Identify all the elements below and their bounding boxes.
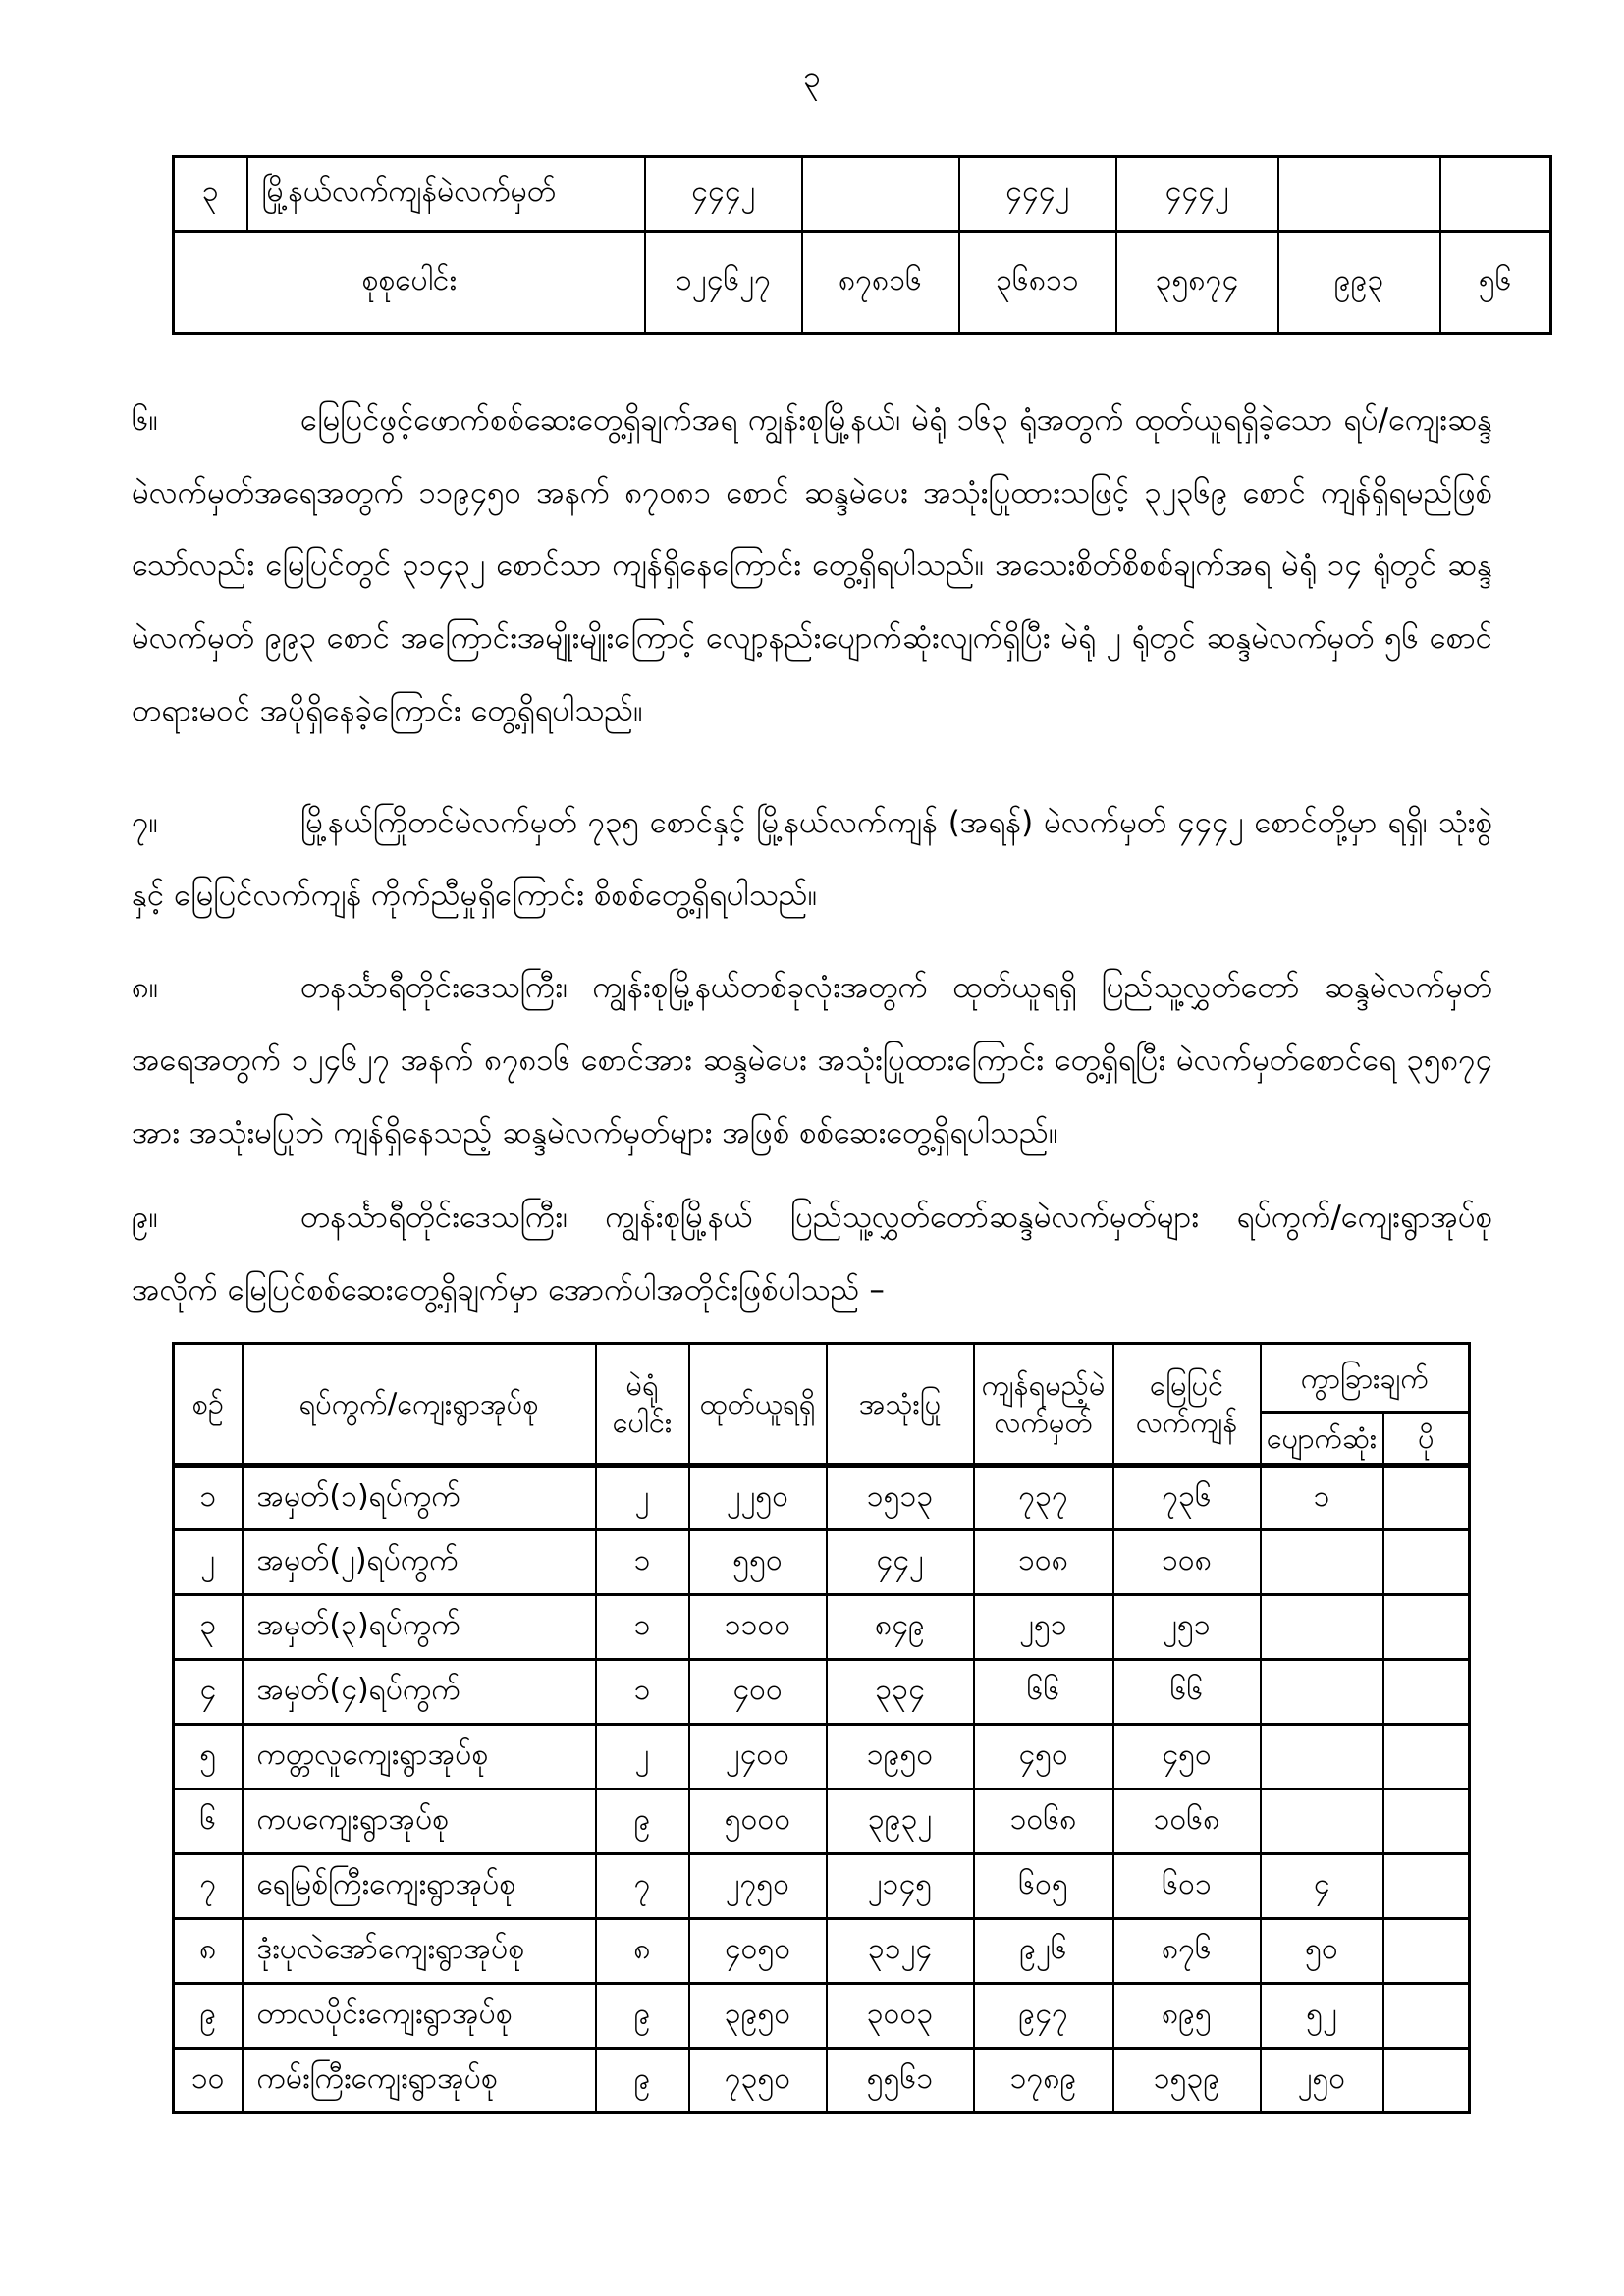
value-cell: [1383, 1725, 1470, 1789]
paragraph-7: [132, 786, 1492, 932]
header-extra: ပို: [1383, 1413, 1470, 1466]
row-description-cell: မြို့နယ်လက်ကျန်မဲလက်မှတ်: [247, 157, 645, 232]
value-cell: [1383, 1789, 1470, 1854]
row-number-cell: ၃: [174, 157, 247, 232]
value-cell: ၈: [596, 1919, 689, 1984]
table-row: [174, 1595, 1470, 1660]
ward-name-cell: ရေမြစ်ကြီးကျေးရွာအုပ်စု: [243, 1854, 596, 1919]
row-number-cell: ၂: [174, 1530, 243, 1595]
ward-table-header: [174, 1344, 1470, 1466]
value-cell: ၈၄၉: [827, 1595, 974, 1660]
value-cell: ၂၁၄၅: [827, 1854, 974, 1919]
value-cell: ၂၂၅၀: [689, 1466, 827, 1530]
value-cell: ၄၅၀: [1113, 1725, 1261, 1789]
value-cell: ၂၅၁: [1113, 1595, 1261, 1660]
ward-name-cell: ကမ်းကြီးကျေးရွာအုပ်စု: [243, 2049, 596, 2113]
value-cell: [1383, 1595, 1470, 1660]
total-used-cell: ၈၇၈၁၆: [802, 232, 959, 334]
value-cell: ၅၅၀: [689, 1530, 827, 1595]
total-extra-cell: ၅၆: [1440, 232, 1551, 334]
table-row: [174, 157, 1551, 232]
value-cell: ၉၄၇: [974, 1984, 1113, 2049]
row-number-cell: ၁: [174, 1466, 243, 1530]
value-cell: ၁: [1261, 1466, 1383, 1530]
total-ground-remain-cell: ၃၅၈၇၄: [1116, 232, 1278, 334]
value-cell: ၁၀၆၈: [974, 1789, 1113, 1854]
paragraph-8-text: တနင်္သာရီတိုင်းဒေသကြီး၊ ကျွန်းစုမြို့နယ်တစ်ခုလုံးအတွက် ထုတ်ယူရရှိ ပြည်သူ့လွှတ်တော် ဆန္ဒမဲလက်မှတ်အရေအတွက် ၁၂၄၆၂၇ အနက် ၈၇၈၁၆ စောင်အား ဆန္ဒမဲပေး အသုံးပြုထားကြောင်း တွေ့ရှိရပြီး မဲလက်မှတ်စောင်ရေ ၃၅၈၇၄ အား အသုံးမပြုဘဲ ကျန်ရှိနေသည့် ဆန္ဒမဲလက်မှတ်များ အဖြစ် စစ်ဆေးတွေ့ရှိရပါသည်။: [132, 970, 1492, 1150]
received-cell: ၄၄၄၂: [645, 157, 802, 232]
carryover-table: [172, 155, 1552, 335]
value-cell: ၁၁၀၀: [689, 1595, 827, 1660]
ward-table: [172, 1342, 1471, 2114]
header-stations: မဲရုံပေါင်း: [596, 1344, 689, 1466]
value-cell: ၁၇၈၉: [974, 2049, 1113, 2113]
value-cell: [1261, 1530, 1383, 1595]
value-cell: ၂: [596, 1725, 689, 1789]
value-cell: ၂၄၀၀: [689, 1725, 827, 1789]
value-cell: ၁၅၁၃: [827, 1466, 974, 1530]
table-row: [174, 1660, 1470, 1725]
carryover-table-wrap: [172, 155, 1624, 335]
table-row: [174, 1984, 1470, 2049]
value-cell: [1383, 1660, 1470, 1725]
value-cell: ၁: [596, 1660, 689, 1725]
value-cell: ၅၂: [1261, 1984, 1383, 2049]
value-cell: ၁၀၈: [974, 1530, 1113, 1595]
paragraph-section: [132, 384, 1492, 1326]
value-cell: ၁၉၅၀: [827, 1725, 974, 1789]
header-should-remain: ကျန်ရမည့်မဲလက်မှတ်: [974, 1344, 1113, 1466]
value-cell: ၇၃၅၀: [689, 2049, 827, 2113]
paragraph-6-number: ၆။: [132, 402, 158, 438]
total-missing-cell: ၉၉၃: [1278, 232, 1440, 334]
value-cell: ၇၃၇: [974, 1466, 1113, 1530]
header-used: အသုံးပြု: [827, 1344, 974, 1466]
value-cell: ၆၆: [974, 1660, 1113, 1725]
value-cell: ၆၀၅: [974, 1854, 1113, 1919]
value-cell: [1383, 1466, 1470, 1530]
row-number-cell: ၅: [174, 1725, 243, 1789]
paragraph-7-text: မြို့နယ်ကြိုတင်မဲလက်မှတ် ၇၃၅ စောင်နှင့် မြို့နယ်လက်ကျန် (အရန်) မဲလက်မှတ် ၄၄၄၂ စောင်တို့မှာ ရရှိ၊ သုံးစွဲနှင့် မြေပြင်လက်ကျန် ကိုက်ညီမှုရှိကြောင်း စိစစ်တွေ့ရှိရပါသည်။: [132, 805, 1492, 913]
extra-cell: [1440, 157, 1551, 232]
table-row: [174, 1854, 1470, 1919]
table-row: [174, 1919, 1470, 1984]
value-cell: ၆၀၁: [1113, 1854, 1261, 1919]
row-number-cell: ၉: [174, 1984, 243, 2049]
ward-table-body: [174, 1466, 1470, 2113]
ward-name-cell: ကတ္တလူကျေးရွာအုပ်စု: [243, 1725, 596, 1789]
paragraph-9-text: တနင်္သာရီတိုင်းဒေသကြီး၊ ကျွန်းစုမြို့နယ် ပြည်သူ့လွှတ်တော်ဆန္ဒမဲလက်မှတ်များ ရပ်ကွက်/ကျေးရွာအုပ်စုအလိုက် မြေပြင်စစ်ဆေးတွေ့ရှိချက်မှာ အောက်ပါအတိုင်းဖြစ်ပါသည် –: [132, 1200, 1492, 1308]
ground-remain-cell: ၄၄၄၂: [1116, 157, 1278, 232]
value-cell: ၅၅၆၁: [827, 2049, 974, 2113]
value-cell: ၁: [596, 1530, 689, 1595]
value-cell: ၂၅၀: [1261, 2049, 1383, 2113]
value-cell: [1261, 1660, 1383, 1725]
table-row: [174, 1530, 1470, 1595]
table-row: [174, 2049, 1470, 2113]
row-number-cell: ၆: [174, 1789, 243, 1854]
paragraph-8: [132, 951, 1492, 1169]
table-row: [174, 1789, 1470, 1854]
total-row: [174, 232, 1551, 334]
value-cell: [1261, 1595, 1383, 1660]
value-cell: ၃၉၅၀: [689, 1984, 827, 2049]
ward-table-wrap: [172, 1342, 1624, 2114]
paragraph-9-number: ၉။: [132, 1200, 158, 1235]
value-cell: ၄၅၀: [974, 1725, 1113, 1789]
value-cell: ၂: [596, 1466, 689, 1530]
paragraph-7-number: ၇။: [132, 805, 158, 840]
value-cell: ၅၀: [1261, 1919, 1383, 1984]
ward-name-cell: အမှတ်(၄)ရပ်ကွက်: [243, 1660, 596, 1725]
paragraph-6: [132, 384, 1492, 747]
paragraph-9: [132, 1181, 1492, 1326]
value-cell: ၇: [596, 1854, 689, 1919]
header-missing: ပျောက်ဆုံး: [1261, 1413, 1383, 1466]
ward-name-cell: အမှတ်(၂)ရပ်ကွက်: [243, 1530, 596, 1595]
value-cell: ၁၀၈: [1113, 1530, 1261, 1595]
value-cell: [1261, 1789, 1383, 1854]
row-number-cell: ၁၀: [174, 2049, 243, 2113]
table-row: [174, 1725, 1470, 1789]
paragraph-8-number: ၈။: [132, 970, 159, 1005]
row-number-cell: ၈: [174, 1919, 243, 1984]
header-ward-name: ရပ်ကွက်/ကျေးရွာအုပ်စု: [243, 1344, 596, 1466]
value-cell: ၃၉၃၂: [827, 1789, 974, 1854]
missing-cell: [1278, 157, 1440, 232]
should-remain-cell: ၄၄၄၂: [959, 157, 1116, 232]
value-cell: ၇၃၆: [1113, 1466, 1261, 1530]
ward-name-cell: အမှတ်(၁)ရပ်ကွက်: [243, 1466, 596, 1530]
value-cell: [1383, 1919, 1470, 1984]
value-cell: ၆၆: [1113, 1660, 1261, 1725]
ward-name-cell: ကပကျေးရွာအုပ်စု: [243, 1789, 596, 1854]
header-no: စဉ်: [174, 1344, 243, 1466]
value-cell: ၂၅၁: [974, 1595, 1113, 1660]
value-cell: ၉: [596, 2049, 689, 2113]
header-difference: ကွာခြားချက်: [1261, 1344, 1470, 1413]
value-cell: ၃၃၄: [827, 1660, 974, 1725]
value-cell: [1383, 1854, 1470, 1919]
value-cell: ၃၁၂၄: [827, 1919, 974, 1984]
value-cell: ၉: [596, 1984, 689, 2049]
total-should-remain-cell: ၃၆၈၁၁: [959, 232, 1116, 334]
value-cell: ၁: [596, 1595, 689, 1660]
paragraph-6-text: မြေပြင်ဖွင့်ဖောက်စစ်ဆေးတွေ့ရှိချက်အရ ကျွန်းစုမြို့နယ်၊ မဲရုံ ၁၆၃ ရုံအတွက် ထုတ်ယူရရှိခဲ့သော ရပ်/ကျေးဆန္ဒမဲလက်မှတ်အရေအတွက် ၁၁၉၄၅၀ အနက် ၈၇၀၈၁ စောင် ဆန္ဒမဲပေး အသုံးပြုထားသဖြင့် ၃၂၃၆၉ စောင် ကျန်ရှိရမည်ဖြစ်သော်လည်း မြေပြင်တွင် ၃၁၄၃၂ စောင်သာ ကျန်ရှိနေကြောင်း တွေ့ရှိရပါသည်။ အသေးစိတ်စိစစ်ချက်အရ မဲရုံ ၁၄ ရုံတွင် ဆန္ဒမဲလက်မှတ် ၉၉၃ စောင် အကြောင်းအမျိုးမျိုးကြောင့် လျော့နည်းပျောက်ဆုံးလျက်ရှိပြီး မဲရုံ ၂ ရုံတွင် ဆန္ဒမဲလက်မှတ် ၅၆ စောင် တရားမဝင် အပိုရှိနေခဲ့ကြောင်း တွေ့ရှိရပါသည်။: [132, 402, 1492, 728]
ward-name-cell: ဒုံးပုလဲအော်ကျေးရွာအုပ်စု: [243, 1919, 596, 1984]
page-number: ၃: [803, 58, 821, 95]
value-cell: ၈၉၅: [1113, 1984, 1261, 2049]
row-number-cell: ၄: [174, 1660, 243, 1725]
value-cell: ၄၀၀: [689, 1660, 827, 1725]
row-number-cell: ၃: [174, 1595, 243, 1660]
ward-name-cell: အမှတ်(၃)ရပ်ကွက်: [243, 1595, 596, 1660]
ward-name-cell: တာလပိုင်းကျေးရွာအုပ်စု: [243, 1984, 596, 2049]
row-number-cell: ၇: [174, 1854, 243, 1919]
value-cell: [1383, 1984, 1470, 2049]
value-cell: ၁၅၃၉: [1113, 2049, 1261, 2113]
value-cell: [1383, 2049, 1470, 2113]
value-cell: ၁၀၆၈: [1113, 1789, 1261, 1854]
value-cell: ၂၇၅၀: [689, 1854, 827, 1919]
value-cell: ၅၀၀၀: [689, 1789, 827, 1854]
value-cell: [1261, 1725, 1383, 1789]
total-received-cell: ၁၂၄၆၂၇: [645, 232, 802, 334]
total-label-cell: စုစုပေါင်း: [174, 232, 645, 334]
header-received: ထုတ်ယူရရှိ: [689, 1344, 827, 1466]
value-cell: ၄၄၂: [827, 1530, 974, 1595]
value-cell: ၈၇၆: [1113, 1919, 1261, 1984]
value-cell: [1383, 1530, 1470, 1595]
table-row: [174, 1466, 1470, 1530]
value-cell: ၉၂၆: [974, 1919, 1113, 1984]
value-cell: ၃၀၀၃: [827, 1984, 974, 2049]
used-cell: [802, 157, 959, 232]
value-cell: ၄၀၅၀: [689, 1919, 827, 1984]
header-ground-remain: မြေပြင်လက်ကျန်: [1113, 1344, 1261, 1466]
value-cell: ၉: [596, 1789, 689, 1854]
value-cell: ၄: [1261, 1854, 1383, 1919]
